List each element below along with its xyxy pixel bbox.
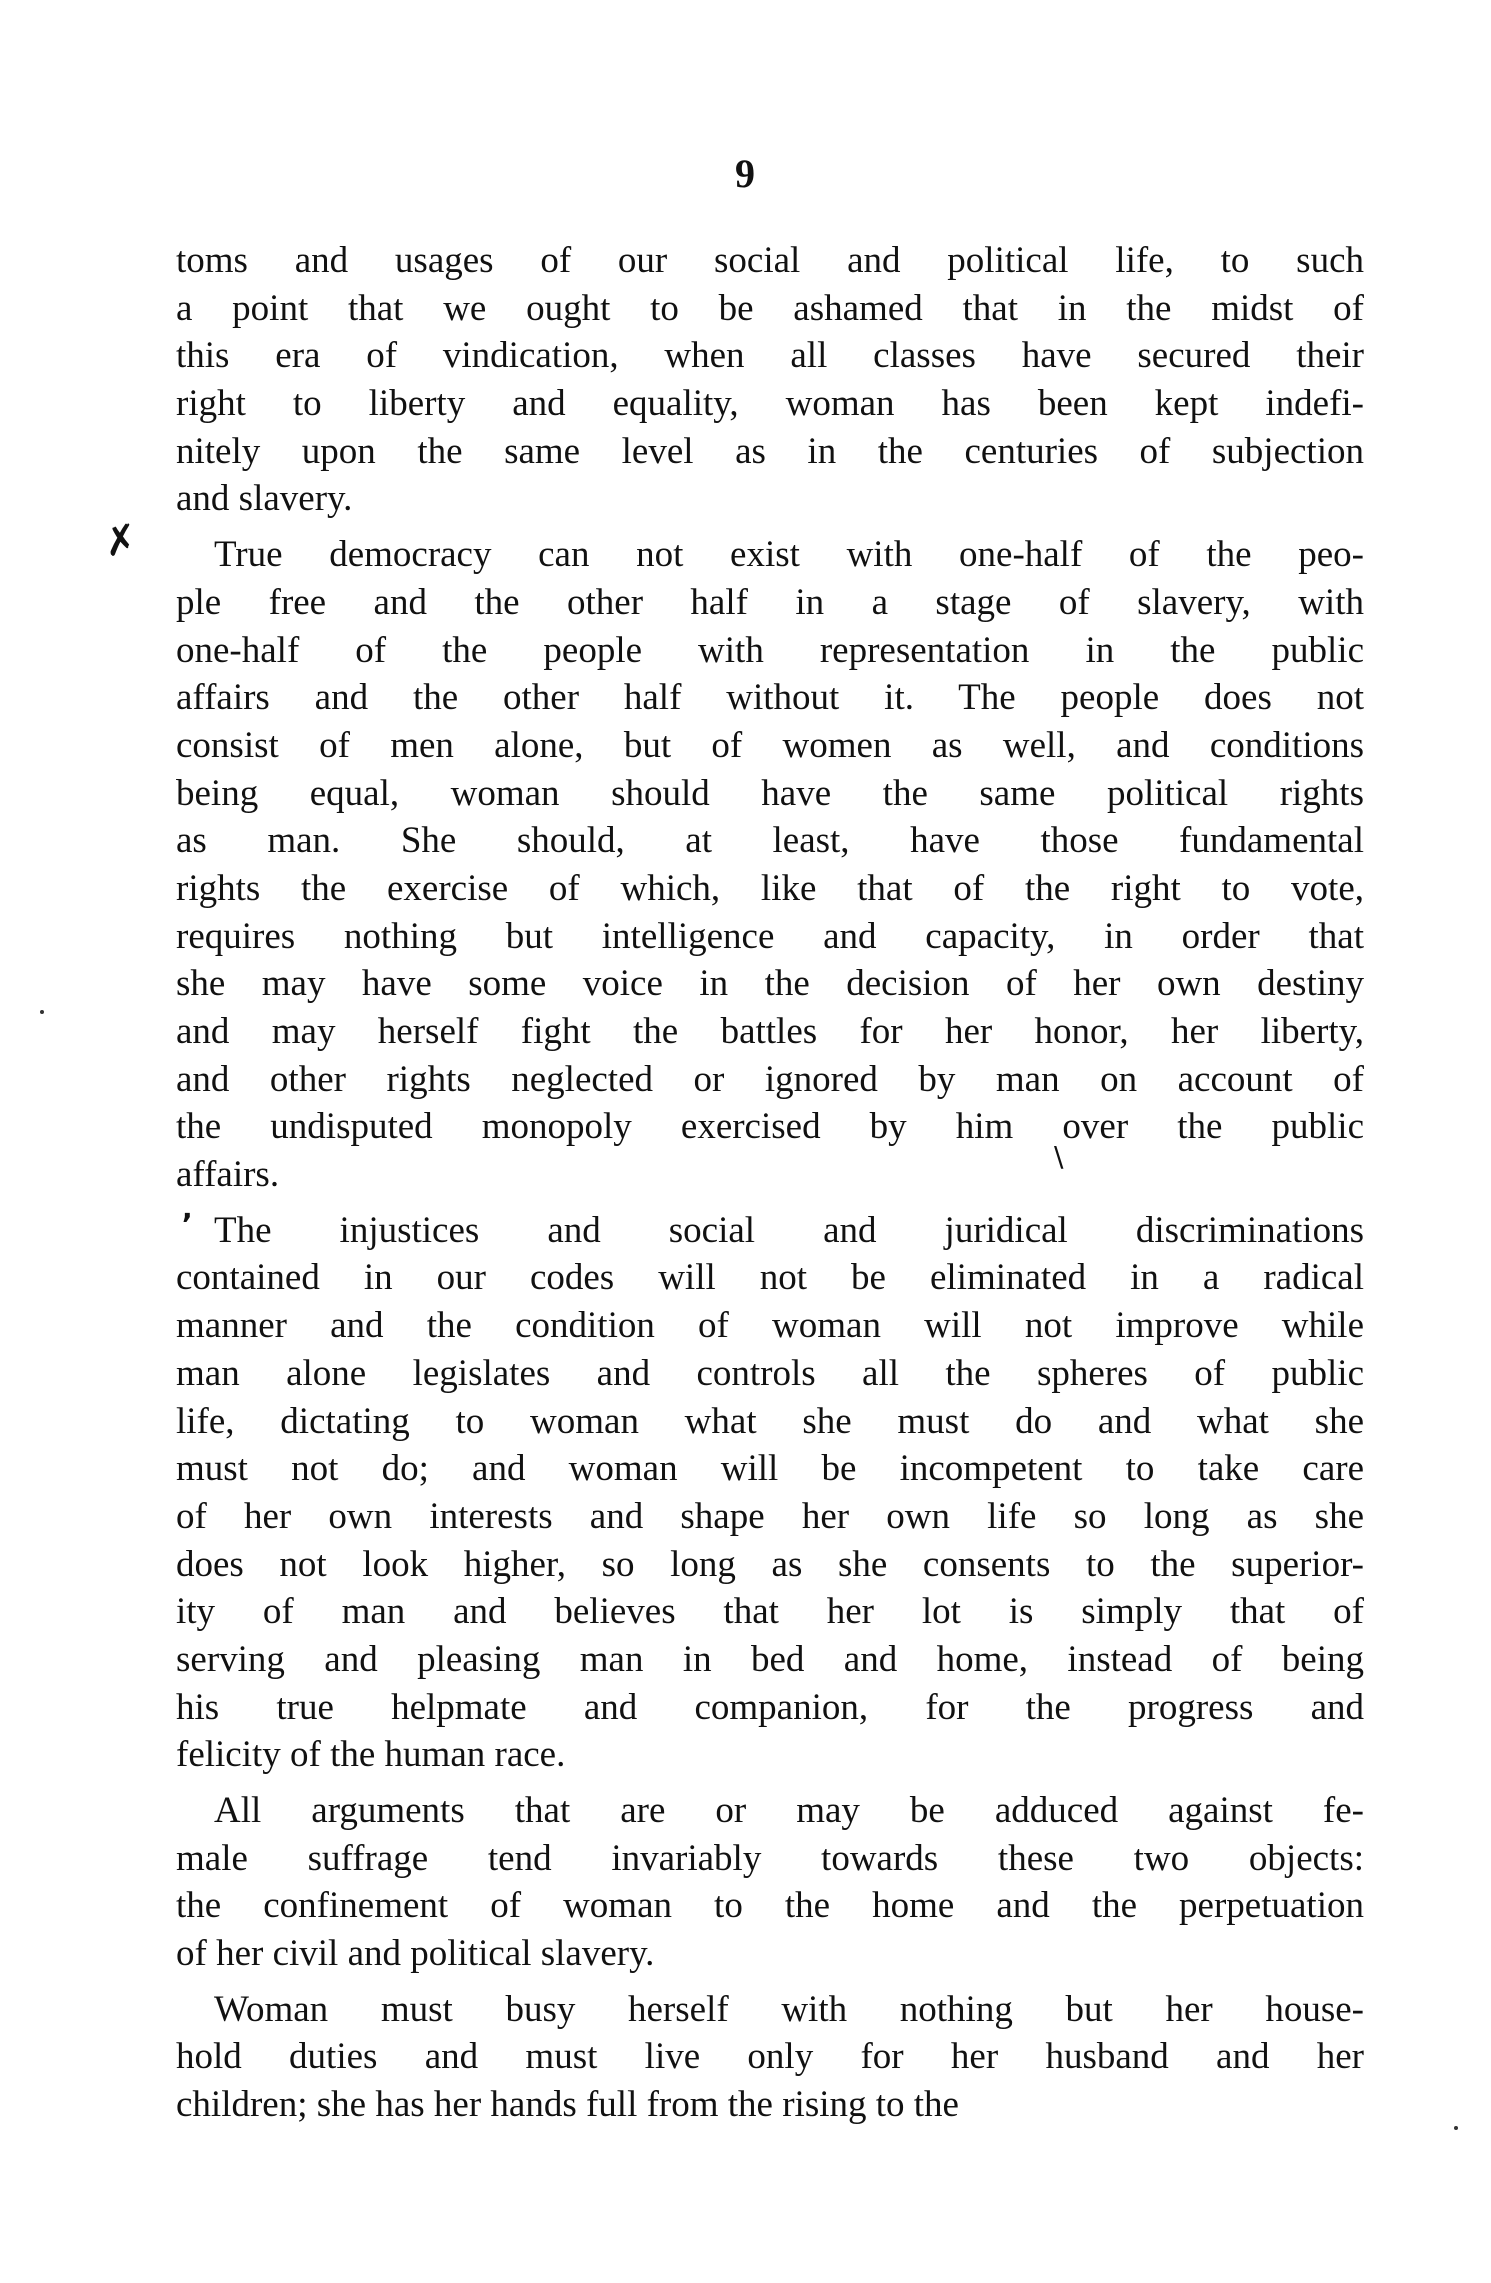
text-line: The injustices and social and juridical discriminations [214, 1209, 1364, 1251]
text-line: this era of vindication, when all classes have secured their [176, 335, 1364, 377]
text-line: ity of man and believes that her lot is simply that of [176, 1591, 1364, 1633]
text-line: rights the exercise of which, like that of the right to vote, [176, 867, 1364, 909]
text-line: nitely upon the same level as in the centuries of subjection [176, 430, 1364, 472]
text-line: serving and pleasing man in bed and home, instead of being [176, 1638, 1364, 1680]
text-line: does not look higher, so long as she consents to the superior- [176, 1543, 1364, 1585]
body-text [176, 237, 1364, 2129]
text-line: male suffrage tend invariably towards these two objects: [176, 1837, 1364, 1879]
text-line: and other rights neglected or ignored by man on account of [176, 1058, 1364, 1100]
margin-dot [1454, 2126, 1458, 2130]
paragraph-gap [176, 1978, 1364, 1986]
text-line: the confinement of woman to the home and the perpetuation [176, 1885, 1364, 1927]
text-line: one-half of the people with representation in the public [176, 629, 1364, 671]
text-line: All arguments that are or may be adduced against fe- [214, 1790, 1364, 1831]
paragraph-gap [176, 523, 1364, 531]
paragraph-gap [176, 1779, 1364, 1787]
text-line: affairs. [176, 1154, 280, 1196]
text-line: manner and the condition of woman will not improve while [176, 1305, 1364, 1347]
text-line: right to liberty and equality, woman has been kept indefi- [176, 383, 1364, 425]
paragraph [176, 1207, 1364, 1779]
margin-dot [40, 1010, 44, 1014]
paragraph [176, 1986, 1364, 2129]
text-line: consist of men alone, but of women as well, and conditions [176, 724, 1364, 766]
text-line: True democracy can not exist with one-half of the peo- [214, 534, 1364, 576]
text-line: and may herself fight the battles for her honor, her liberty, [176, 1011, 1364, 1052]
paragraph [176, 237, 1364, 523]
text-line: the undisputed monopoly exercised by him over the public [176, 1106, 1364, 1148]
text-line: and slavery. [176, 478, 353, 520]
margin-comma-mark: , [182, 1192, 193, 1225]
text-line: life, dictating to woman what she must do and what she [176, 1400, 1364, 1442]
text-line: contained in our codes will not be eliminated in a radical [176, 1257, 1364, 1299]
text-line: children; she has her hands full from the rising to the [176, 2084, 959, 2126]
text-line: Woman must busy herself with nothing but her house- [214, 1988, 1364, 2030]
text-line: a point that we ought to be ashamed that in the midst of [176, 287, 1364, 329]
page-number: 9 [735, 151, 756, 196]
text-line: as man. She should, at least, have those fundamental [176, 820, 1364, 862]
text-line: hold duties and must live only for her husband and her [176, 2036, 1364, 2078]
text-line: of her civil and political slavery. [176, 1933, 655, 1975]
text-line: requires nothing but intelligence and capacity, in order that [176, 915, 1364, 957]
text-line: ple free and the other half in a stage of slavery, with [176, 581, 1364, 623]
text-line: toms and usages of our social and political life, to such [176, 240, 1364, 281]
paragraph [176, 531, 1364, 1199]
paragraph [176, 1787, 1364, 1978]
text-line: his true helpmate and companion, for the progress and [176, 1686, 1364, 1728]
paragraph-gap [176, 1199, 1364, 1207]
text-line: felicity of the human race. [176, 1734, 566, 1776]
margin-annotation-mark: ✗ [100, 515, 142, 567]
text-line: must not do; and woman will be incompetent to take care [176, 1448, 1364, 1490]
margin-tick-mark: \ [1054, 1140, 1064, 1173]
text-line: affairs and the other half without it. The people does not [176, 677, 1364, 719]
text-line: she may have some voice in the decision of her own destiny [176, 963, 1364, 1005]
text-line: of her own interests and shape her own life so long as she [176, 1495, 1364, 1537]
text-line: man alone legislates and controls all the spheres of public [176, 1352, 1364, 1394]
text-line: being equal, woman should have the same political rights [176, 772, 1364, 814]
